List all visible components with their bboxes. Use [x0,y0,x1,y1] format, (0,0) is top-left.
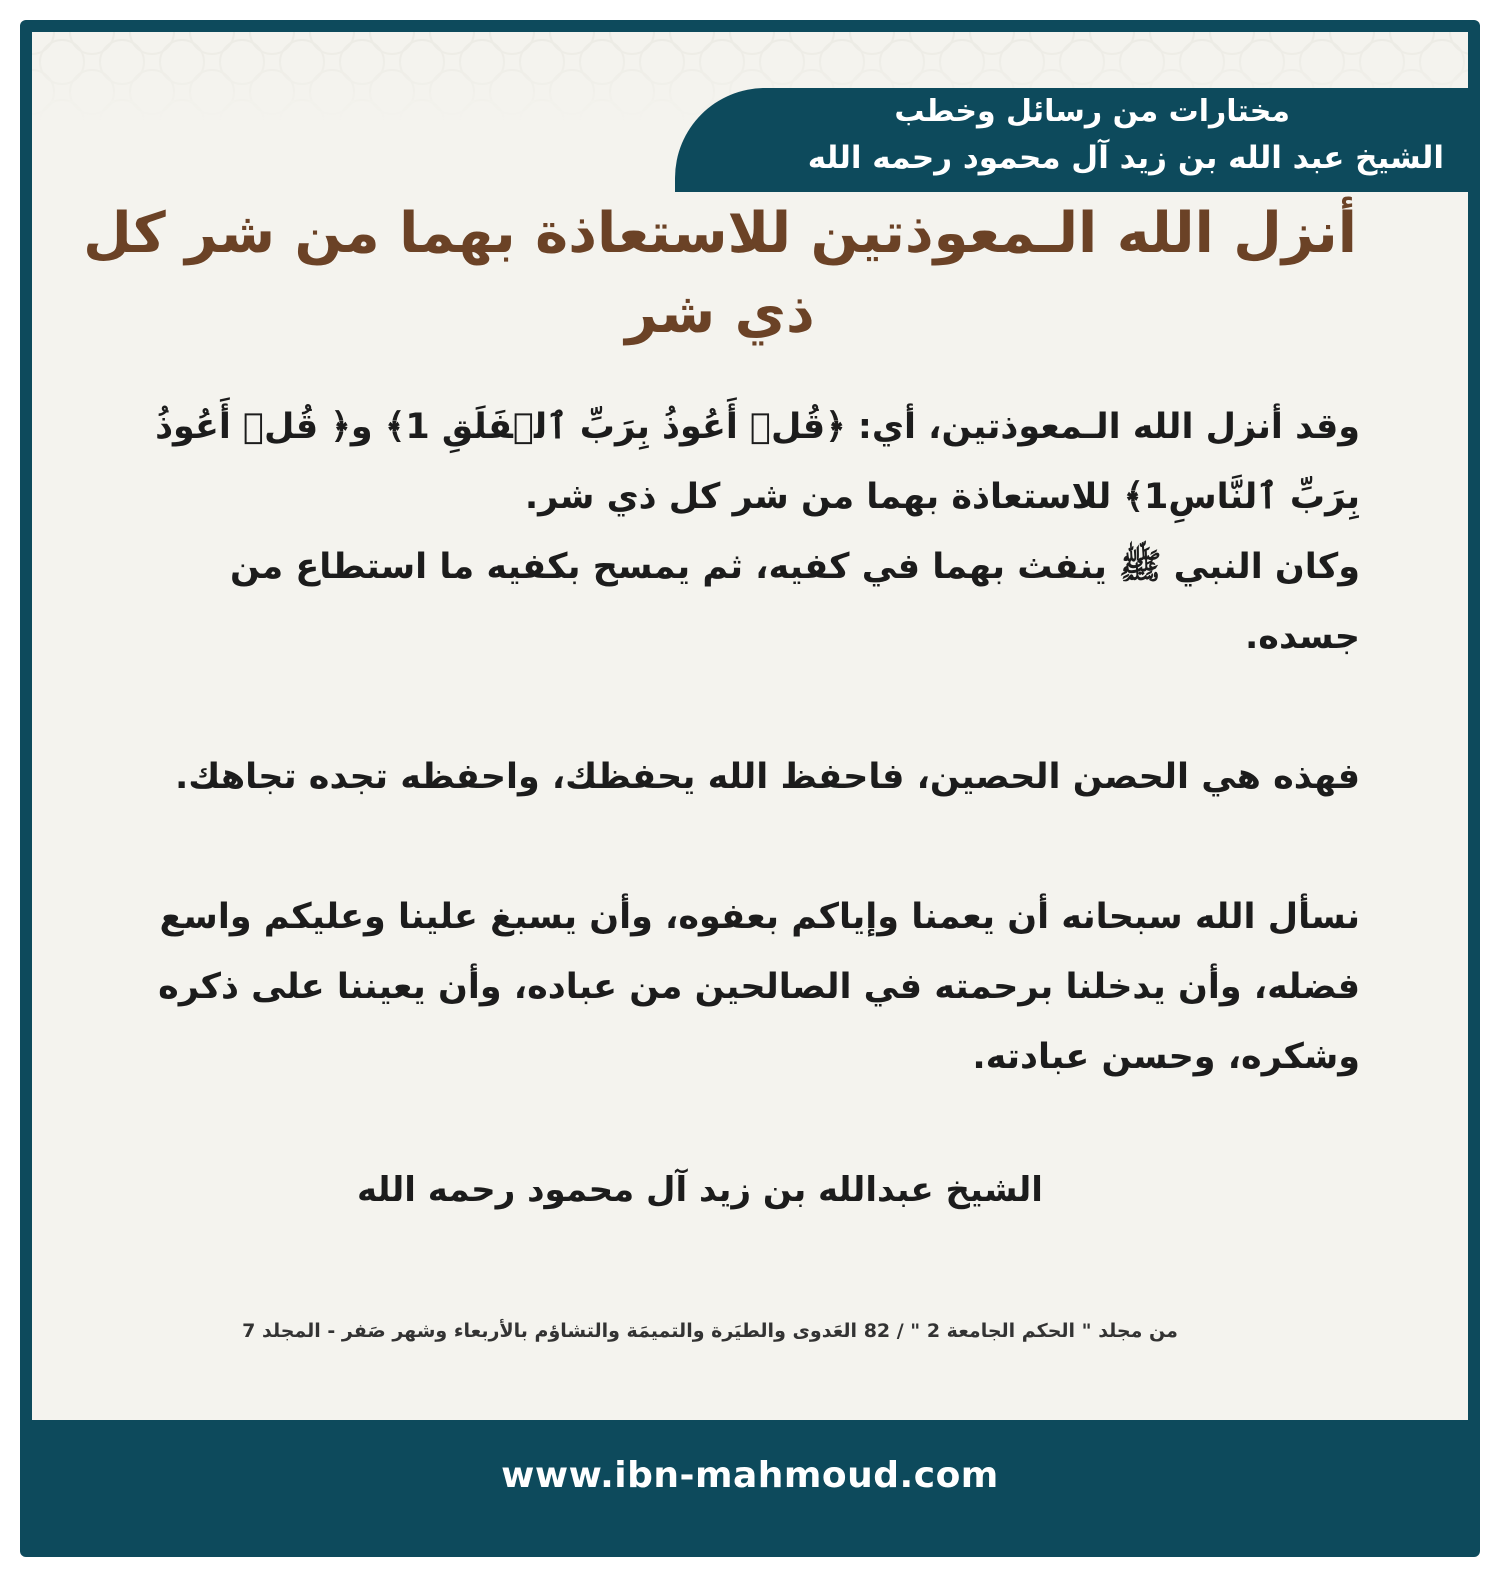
paragraph-mu-awwidhatayn: وقد أنزل الله الـمعوذتين، أي: ﴿قُلۡ أَعُوذُ بِرَبِّ ٱلۡفَلَقِ 1﴾ و﴿ قُلۡ أَعُوذُ بِرَبِّ ٱلنَّاسِ1﴾ للاستعاذة بهما من شر كل ذي شر. [155,407,1360,517]
paragraph-fortress: فهذه هي الحصن الحصين، فاحفظ الله يحفظك، واحفظه تجده تجاهك. [174,757,1360,797]
article-body [130,392,1360,1092]
paragraph-prophet-practice: وكان النبي ﷺ ينفث بهما في كفيه، ثم يمسح بكفيه ما استطاع من جسده. [229,547,1360,657]
paragraph-spacer [130,812,1360,882]
author-signature: الشيخ عبدالله بن زيد آل محمود رحمه الله [357,1170,1043,1210]
header-banner [675,88,1470,192]
header-series-title: مختارات من رسائل وخطب [894,94,1290,129]
paragraph-supplication: نسأل الله سبحانه أن يعمنا وإياكم بعفوه، وأن يسبغ علينا وعليكم واسع فضله، وأن يدخلنا برحمته في الصالحين من عباده، وأن يعيننا على ذكره وشكره، وحسن عبادته. [158,897,1360,1077]
website-url[interactable]: www.ibn-mahmoud.com [501,1455,999,1496]
paragraph-spacer [130,672,1360,742]
page-title: أنزل الله الـمعوذتين للاستعاذة بهما من شر كل ذي شر [83,201,1357,346]
header-author: الشيخ عبد الله بن زيد آل محمود رحمه الله [807,140,1444,176]
source-citation: من مجلد " الحكم الجامعة 2 " / 82 العَدوى والطيَرة والتميمَة والتشاؤم بالأربعاء وشهر صَفر - المجلد 7 [242,1320,1178,1342]
